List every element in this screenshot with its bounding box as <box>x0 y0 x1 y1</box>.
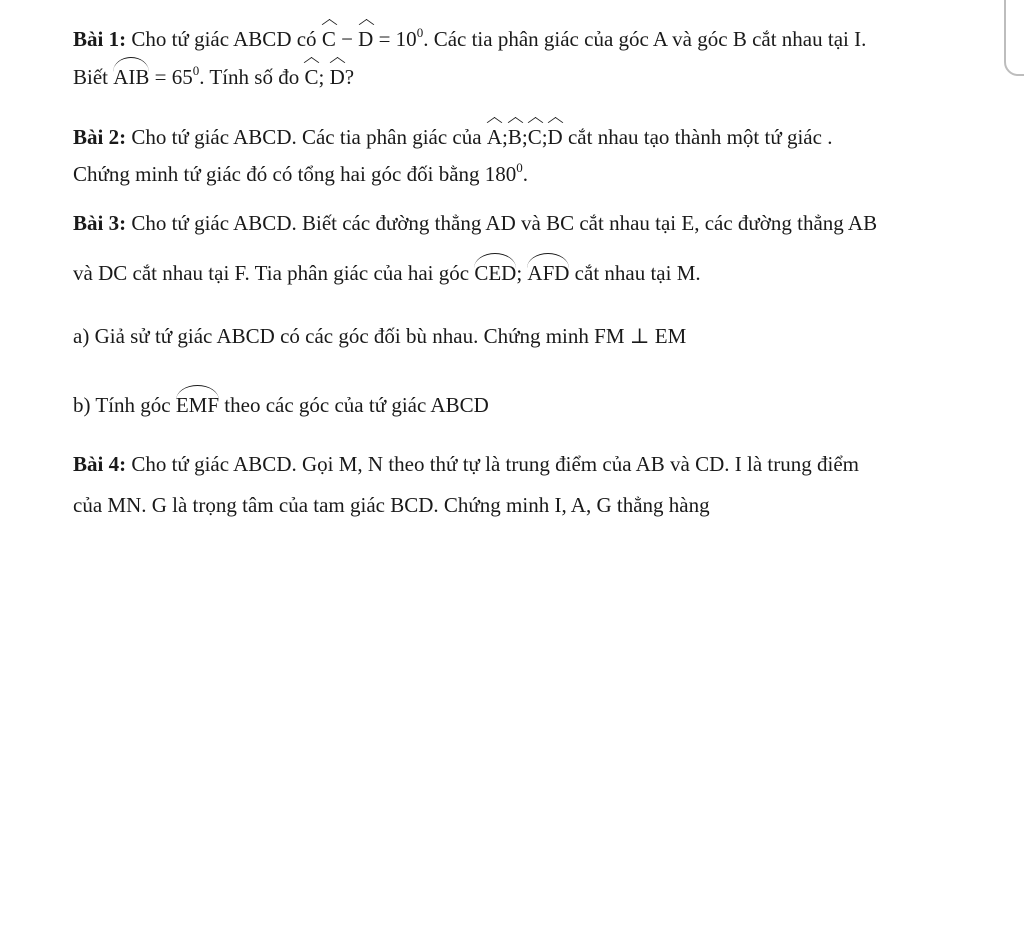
equals-10: = 10 <box>373 27 417 51</box>
hat-D: D <box>329 65 345 89</box>
bai1-math2 <box>113 65 199 89</box>
bai2-text-a: Cho tứ giác ABCD. Các tia phân giác của <box>126 125 487 149</box>
separator: ; <box>318 65 330 89</box>
bai3-math <box>474 261 569 285</box>
bai3-part-a-text: a) Giả sử tứ giác ABCD có các góc đối bù nhau. Chứng minh <box>73 324 595 348</box>
bai1-line2-b: . Tính số đo <box>199 65 305 89</box>
bai1-math1 <box>322 27 423 51</box>
arc-AIB: AIB <box>113 65 150 89</box>
bai4-label: Bài 4: <box>73 452 127 476</box>
bai3-line2 <box>73 260 701 286</box>
period: . <box>522 162 529 186</box>
arc-AFD: AFD <box>527 261 570 285</box>
bai2-line1 <box>73 124 832 150</box>
bai1-text-a: Cho tứ giác ABCD có <box>126 27 322 51</box>
minus-sign: − <box>335 27 359 51</box>
bai2-line2-text: Chứng minh tứ giác đó có tổng hai góc đối bằng 180 <box>73 162 517 186</box>
question-mark: ? <box>344 65 355 89</box>
bai3-part-b-b: theo các góc của tứ giác ABCD <box>219 393 489 417</box>
bai1-math3 <box>304 65 354 89</box>
separator: ; <box>501 125 508 149</box>
hat-A: A <box>486 125 502 149</box>
bai3-line2-b: cắt nhau tại M. <box>569 261 701 285</box>
perpendicular-expression: FM ⊥ EM <box>594 324 687 348</box>
bai3-label: Bài 3: <box>73 211 127 235</box>
bai1-text-b: . Các tia phân giác của góc A và góc B cắt nhau tại I. <box>423 27 867 51</box>
hat-D: D <box>547 125 563 149</box>
arc-EMF: EMF <box>175 393 220 417</box>
hat-D: D <box>358 27 374 51</box>
bai4-line2 <box>73 492 710 518</box>
separator: ; <box>521 125 528 149</box>
bai3-part-b <box>73 392 489 418</box>
separator: ; <box>516 261 528 285</box>
bai3-line1 <box>73 210 877 236</box>
bai2-math <box>487 125 563 149</box>
hat-C: C <box>304 65 319 89</box>
degree-sup: 0 <box>516 160 523 175</box>
hat-C: C <box>527 125 542 149</box>
bai1-line1 <box>73 26 866 52</box>
bai3-line1-text: Cho tứ giác ABCD. Biết các đường thẳng AD và BC cắt nhau tại E, các đường thẳng AB <box>126 211 878 235</box>
bai2-label: Bài 2: <box>73 125 127 149</box>
bai2-line2 <box>73 161 528 187</box>
bai3-part-b-a: b) Tính góc <box>73 393 176 417</box>
bai4-line1-text: Cho tứ giác ABCD. Gọi M, N theo thứ tự là trung điểm của AB và CD. I là trung điểm <box>126 452 859 476</box>
hat-B: B <box>507 125 522 149</box>
bai3-part-a <box>73 323 686 349</box>
bai2-text-b: cắt nhau tạo thành một tứ giác . <box>562 125 833 149</box>
bai1-line2 <box>73 64 354 90</box>
bai4-line1 <box>73 451 859 477</box>
hat-C: C <box>321 27 336 51</box>
equals-65: = 65 <box>149 65 193 89</box>
bai3-line2-a: và DC cắt nhau tại F. Tia phân giác của hai góc <box>73 261 475 285</box>
separator: ; <box>541 125 548 149</box>
bai1-label: Bài 1: <box>73 27 127 51</box>
bai1-line2-a: Biết <box>73 65 114 89</box>
degree-sup: 0 <box>416 25 424 40</box>
arc-CED: CED <box>474 261 517 285</box>
bai4-line2-text: của MN. G là trọng tâm của tam giác BCD. Chứng minh I, A, G thẳng hàng <box>73 493 710 517</box>
degree-sup: 0 <box>192 63 200 78</box>
window-edge <box>1004 0 1024 76</box>
